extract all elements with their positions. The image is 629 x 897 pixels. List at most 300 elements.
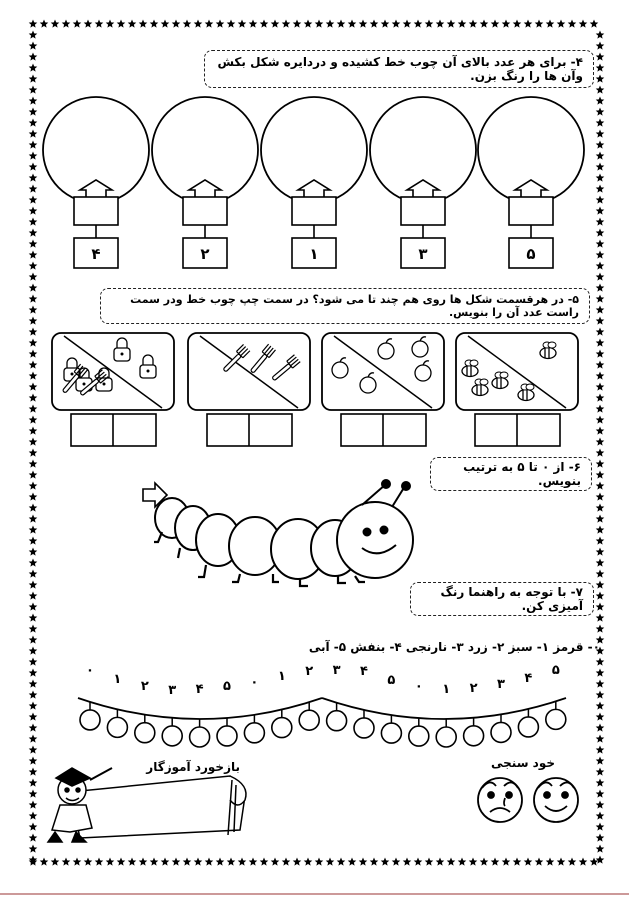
border-star-icon <box>596 515 605 523</box>
border-star-icon <box>161 858 170 866</box>
border-star-icon <box>29 548 38 556</box>
color-circle[interactable] <box>381 723 401 743</box>
chain-digit: ۵ <box>551 663 560 678</box>
chain-digit: ۲ <box>305 664 314 679</box>
chain-arc <box>322 698 566 719</box>
border-star-icon <box>425 858 434 866</box>
border-star-icon <box>469 20 478 28</box>
border-star-icon <box>436 858 445 866</box>
border-star-icon <box>161 20 170 28</box>
border-star-icon <box>172 858 181 866</box>
border-star-icon <box>596 251 605 259</box>
border-star-icon <box>480 20 489 28</box>
border-star-icon <box>568 858 577 866</box>
chain-digit: ۴ <box>524 671 533 686</box>
border-star-icon <box>579 20 588 28</box>
border-star-icon <box>596 339 605 347</box>
border-star-icon <box>596 229 605 237</box>
border-star-icon <box>596 559 605 567</box>
color-circle[interactable] <box>272 718 292 738</box>
border-star-icon <box>596 405 605 413</box>
border-star-icon <box>271 858 280 866</box>
border-star-icon <box>29 614 38 622</box>
border-star-icon <box>29 724 38 732</box>
border-star-icon <box>29 328 38 336</box>
border-star-icon <box>502 20 511 28</box>
chain-bead <box>436 682 456 747</box>
number-chain <box>78 663 566 747</box>
border-star-icon <box>29 372 38 380</box>
border-star-icon <box>326 858 335 866</box>
border-star-icon <box>596 526 605 534</box>
border-star-icon <box>596 790 605 798</box>
border-star-icon <box>238 20 247 28</box>
q4-instruction: ۴- برای هر عدد بالای آن چوب خط کشیده و دردایره شکل بکش وآن ها را رنگ بزن. <box>217 55 583 83</box>
chain-bead <box>162 683 182 746</box>
border-star-icon <box>596 823 605 831</box>
border-star-icon <box>117 20 126 28</box>
border-star-icon <box>29 636 38 644</box>
chain-digit: ۱ <box>277 669 286 684</box>
q6-instruction-box <box>430 457 592 491</box>
chain-digit: ۵ <box>223 679 231 694</box>
border-star-icon <box>128 858 137 866</box>
border-star-icon <box>271 20 280 28</box>
border-star-icon <box>29 262 38 270</box>
q5-group <box>322 333 444 446</box>
border-star-icon <box>29 218 38 226</box>
border-star-icon <box>414 858 423 866</box>
border-star-icon <box>249 858 258 866</box>
border-star-icon <box>29 592 38 600</box>
border-star-icon <box>29 306 38 314</box>
border-star-icon <box>29 559 38 567</box>
q4-item <box>370 97 476 268</box>
tally-box[interactable] <box>401 197 445 225</box>
border-star-icon <box>596 295 605 303</box>
border-star-icon <box>596 812 605 820</box>
border-star-icon <box>596 240 605 248</box>
border-star-icon <box>568 20 577 28</box>
border-star-icon <box>596 801 605 809</box>
border-star-icon <box>596 757 605 765</box>
chain-digit: ۳ <box>332 663 341 678</box>
border-star-icon <box>596 416 605 424</box>
border-star-icon <box>315 20 324 28</box>
border-star-icon <box>458 20 467 28</box>
border-star-icon <box>596 372 605 380</box>
border-star-icon <box>29 31 38 39</box>
border-star-icon <box>596 218 605 226</box>
border-star-icon <box>596 273 605 281</box>
border-star-icon <box>315 858 324 866</box>
border-star-icon <box>29 405 38 413</box>
chain-bead <box>354 664 374 738</box>
border-star-icon <box>381 858 390 866</box>
chain-bead <box>299 664 319 730</box>
border-star-icon <box>29 460 38 468</box>
border-star-icon <box>596 504 605 512</box>
border-star-icon <box>458 858 467 866</box>
border-star-icon <box>29 273 38 281</box>
border-star-icon <box>29 416 38 424</box>
border-star-icon <box>29 845 38 853</box>
border-star-icon <box>557 20 566 28</box>
border-star-icon <box>359 858 368 866</box>
border-star-icon <box>139 858 148 866</box>
happy-face-icon <box>534 778 578 822</box>
border-star-icon <box>29 625 38 633</box>
border-star-icon <box>596 64 605 72</box>
border-star-icon <box>29 471 38 479</box>
border-star-icon <box>29 537 38 545</box>
chain-bead <box>491 677 511 742</box>
border-star-icon <box>227 20 236 28</box>
border-star-icon <box>596 702 605 710</box>
border-star-icon <box>596 185 605 193</box>
q5-instruction: ۵- در هرقسمت شکل ها روی هم چند تا می شود؟ در سمت چپ چوب خط ودر سمت راست عدد آن را بنویس. <box>130 293 579 319</box>
border-star-icon <box>29 823 38 831</box>
q6-instruction: ۶- از ۰ تا ۵ به ترتیب بنویس. <box>463 460 581 488</box>
border-star-icon <box>596 746 605 754</box>
border-star-icon <box>596 471 605 479</box>
border-star-icon <box>29 790 38 798</box>
color-circle[interactable] <box>354 718 374 738</box>
border-star-icon <box>62 858 71 866</box>
border-star-icon <box>579 858 588 866</box>
border-star-icon <box>596 108 605 116</box>
border-star-icon <box>29 207 38 215</box>
border-star-icon <box>596 713 605 721</box>
border-star-icon <box>29 603 38 611</box>
chain-bead <box>80 663 100 730</box>
color-circle[interactable] <box>327 711 347 731</box>
border-star-icon <box>596 97 605 105</box>
q4-number: ۱ <box>309 245 319 263</box>
border-star-icon <box>29 801 38 809</box>
border-star-icon <box>29 42 38 50</box>
border-star-icon <box>447 20 456 28</box>
border-star-icon <box>29 64 38 72</box>
q4-number: ۲ <box>200 245 210 263</box>
border-star-icon <box>29 295 38 303</box>
color-circle[interactable] <box>518 717 538 737</box>
border-star-icon <box>535 858 544 866</box>
border-star-icon <box>29 658 38 666</box>
border-star-icon <box>403 858 412 866</box>
chain-digit: ۲ <box>469 681 478 696</box>
border-star-icon <box>596 152 605 160</box>
border-star-icon <box>95 858 104 866</box>
border-star-icon <box>29 108 38 116</box>
border-star-icon <box>596 262 605 270</box>
tally-box[interactable] <box>183 197 227 225</box>
border-star-icon <box>282 858 291 866</box>
color-circle[interactable] <box>546 709 566 729</box>
border-star-icon <box>596 548 605 556</box>
color-circle[interactable] <box>162 726 182 746</box>
border-star-icon <box>29 449 38 457</box>
color-circle[interactable] <box>135 723 155 743</box>
border-star-icon <box>29 317 38 325</box>
chain-bead <box>272 669 292 738</box>
chain-digit: ۰ <box>414 679 423 694</box>
color-circle[interactable] <box>107 717 127 737</box>
border-star-icon <box>513 20 522 28</box>
border-star-icon <box>359 20 368 28</box>
chain-digit: ۰ <box>86 663 94 678</box>
border-star-icon <box>29 504 38 512</box>
border-star-icon <box>29 339 38 347</box>
border-star-icon <box>596 141 605 149</box>
border-star-icon <box>183 20 192 28</box>
border-star-icon <box>29 229 38 237</box>
chain-bead <box>190 682 210 747</box>
chain-digit: ۴ <box>360 664 368 679</box>
chain-bead <box>327 663 347 731</box>
self-assessment-label: خود سنجی <box>491 756 555 770</box>
border-star-icon <box>29 53 38 61</box>
border-star-icon <box>524 858 533 866</box>
border-star-icon <box>29 119 38 127</box>
border-star-icon <box>40 858 49 866</box>
border-star-icon <box>29 834 38 842</box>
color-circle[interactable] <box>190 727 210 747</box>
color-circle[interactable] <box>464 726 484 746</box>
border-star-icon <box>29 768 38 776</box>
tally-box[interactable] <box>292 197 336 225</box>
border-star-icon <box>596 31 605 39</box>
teacher-feedback-label: بازخورد آموزگار <box>146 760 240 774</box>
q4-number: ۴ <box>91 245 101 263</box>
border-star-icon <box>194 858 203 866</box>
border-star-icon <box>596 130 605 138</box>
border-star-icon <box>596 119 605 127</box>
border-star-icon <box>596 691 605 699</box>
border-star-icon <box>216 20 225 28</box>
chain-digit: ۱ <box>442 682 451 697</box>
color-circle[interactable] <box>299 710 319 730</box>
border-star-icon <box>337 858 346 866</box>
border-star-icon <box>29 482 38 490</box>
border-star-icon <box>29 647 38 655</box>
chain-digit: ۱ <box>113 672 122 687</box>
border-star-icon <box>194 20 203 28</box>
border-star-icon <box>596 394 605 402</box>
border-star-icon <box>596 625 605 633</box>
border-star-icon <box>40 20 49 28</box>
border-star-icon <box>249 20 258 28</box>
border-star-icon <box>596 163 605 171</box>
q4-item <box>478 97 584 268</box>
border-star-icon <box>29 130 38 138</box>
border-star-icon <box>436 20 445 28</box>
color-circle[interactable] <box>217 726 237 746</box>
self-assessment-faces <box>478 778 578 822</box>
border-star-icon <box>29 581 38 589</box>
border-star-icon <box>150 858 159 866</box>
border-star-icon <box>95 20 104 28</box>
border-star-icon <box>139 20 148 28</box>
border-star-icon <box>205 858 214 866</box>
border-star-icon <box>106 858 115 866</box>
border-star-icon <box>596 42 605 50</box>
border-star-icon <box>205 20 214 28</box>
border-star-icon <box>480 858 489 866</box>
border-star-icon <box>469 858 478 866</box>
q4-item <box>152 97 258 268</box>
border-star-icon <box>238 858 247 866</box>
q7-instruction-box <box>410 582 594 616</box>
border-star-icon <box>260 20 269 28</box>
border-star-icon <box>370 20 379 28</box>
border-star-icon <box>596 196 605 204</box>
border-star-icon <box>29 713 38 721</box>
color-circle[interactable] <box>409 726 429 746</box>
border-star-icon <box>596 845 605 853</box>
border-star-icon <box>183 858 192 866</box>
q4-item <box>261 97 367 268</box>
border-star-icon <box>29 691 38 699</box>
chain-digit: ۵ <box>387 673 396 688</box>
border-star-icon <box>392 858 401 866</box>
border-star-icon <box>117 858 126 866</box>
border-star-icon <box>596 592 605 600</box>
border-star-icon <box>293 858 302 866</box>
border-star-icon <box>29 779 38 787</box>
chain-arc <box>78 698 322 719</box>
border-star-icon <box>337 20 346 28</box>
border-star-icon <box>29 757 38 765</box>
border-star-icon <box>348 20 357 28</box>
border-star-icon <box>216 858 225 866</box>
tally-box[interactable] <box>509 197 553 225</box>
color-circle[interactable] <box>80 710 100 730</box>
border-star-icon <box>546 20 555 28</box>
color-circle[interactable] <box>244 723 264 743</box>
chain-bead <box>409 679 429 746</box>
chain-bead <box>244 675 264 743</box>
border-star-icon <box>596 669 605 677</box>
border-star-icon <box>29 163 38 171</box>
border-star-icon <box>596 493 605 501</box>
border-star-icon <box>596 383 605 391</box>
border-star-icon <box>29 196 38 204</box>
border-star-icon <box>29 669 38 677</box>
border-star-icon <box>596 86 605 94</box>
border-star-icon <box>29 570 38 578</box>
border-star-icon <box>524 20 533 28</box>
border-star-icon <box>596 680 605 688</box>
border-star-icon <box>557 858 566 866</box>
q7-instruction: ۷- با توجه به راهنما رنگ آمیزی کن. <box>440 585 583 613</box>
border-star-icon <box>392 20 401 28</box>
tally-box[interactable] <box>74 197 118 225</box>
border-star-icon <box>150 20 159 28</box>
chain-digit: ۴ <box>195 682 204 697</box>
border-star-icon <box>29 735 38 743</box>
q4-item <box>43 97 149 268</box>
q4-number: ۳ <box>418 245 428 263</box>
border-star-icon <box>596 570 605 578</box>
border-star-icon <box>29 97 38 105</box>
border-star-icon <box>596 768 605 776</box>
border-star-icon <box>546 858 555 866</box>
border-star-icon <box>596 482 605 490</box>
border-star-icon <box>513 858 522 866</box>
border-star-icon <box>596 438 605 446</box>
border-star-icon <box>29 152 38 160</box>
border-star-icon <box>29 86 38 94</box>
border-star-icon <box>29 680 38 688</box>
q5-group <box>456 333 578 446</box>
color-circle[interactable] <box>436 727 456 747</box>
border-star-icon <box>293 20 302 28</box>
border-star-icon <box>447 858 456 866</box>
chain-bead <box>135 679 155 743</box>
border-star-icon <box>304 858 313 866</box>
border-star-icon <box>596 581 605 589</box>
border-star-icon <box>29 427 38 435</box>
sad-face-icon <box>478 778 522 822</box>
border-star-icon <box>29 251 38 259</box>
border-star-icon <box>84 858 93 866</box>
border-star-icon <box>29 394 38 402</box>
border-star-icon <box>29 20 38 28</box>
q5-group <box>52 333 174 446</box>
border-star-icon <box>596 614 605 622</box>
border-star-icon <box>414 20 423 28</box>
q4-shapes <box>43 97 584 268</box>
border-star-icon <box>29 284 38 292</box>
chain-bead <box>381 673 401 743</box>
border-star-icon <box>596 427 605 435</box>
border-star-icon <box>596 306 605 314</box>
border-star-icon <box>596 537 605 545</box>
chain-bead <box>107 672 127 737</box>
border-star-icon <box>596 350 605 358</box>
q5-instruction-box <box>100 288 590 324</box>
chain-digit: ۲ <box>140 679 149 694</box>
border-star-icon <box>596 75 605 83</box>
border-star-icon <box>596 207 605 215</box>
border-star-icon <box>29 702 38 710</box>
q5-groups <box>52 333 578 446</box>
q7-color-legend: ۰- قرمز ۱- سبز ۲- زرد ۳- نارنجی ۴- بنفش ۵- آبی <box>308 640 600 654</box>
border-star-icon <box>596 603 605 611</box>
border-star-icon <box>381 20 390 28</box>
chain-digit: ۳ <box>497 677 505 692</box>
color-circle[interactable] <box>491 722 511 742</box>
border-star-icon <box>596 724 605 732</box>
border-star-icon <box>326 20 335 28</box>
border-star-icon <box>370 858 379 866</box>
border-star-icon <box>73 858 82 866</box>
border-star-icon <box>29 141 38 149</box>
border-star-icon <box>29 75 38 83</box>
border-star-icon <box>29 383 38 391</box>
border-star-icon <box>51 20 60 28</box>
border-star-icon <box>62 20 71 28</box>
border-star-icon <box>29 240 38 248</box>
border-star-icon <box>596 779 605 787</box>
border-star-icon <box>590 20 599 28</box>
border-star-icon <box>596 735 605 743</box>
border-star-icon <box>596 328 605 336</box>
border-star-icon <box>425 20 434 28</box>
border-star-icon <box>596 53 605 61</box>
border-star-icon <box>29 746 38 754</box>
